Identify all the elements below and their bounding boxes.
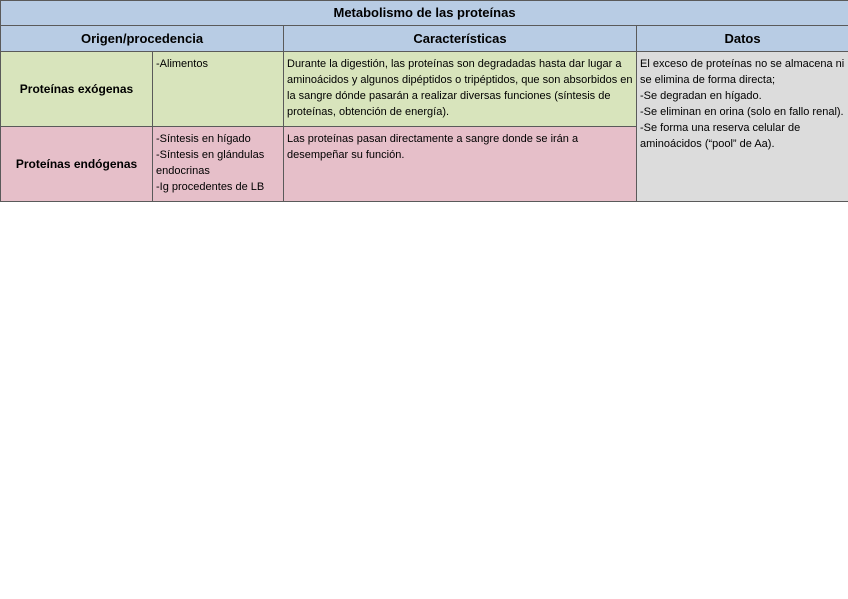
origin-line: -Síntesis en glándulas endocrinas <box>156 149 265 177</box>
row-label-exogenous: Proteínas exógenas <box>1 52 153 127</box>
origin-line: -Alimentos <box>156 58 208 70</box>
data-line: -Se degradan en hígado. <box>640 90 762 102</box>
header-characteristics: Características <box>284 26 637 52</box>
origin-cell-exogenous <box>153 52 284 127</box>
header-origin: Origen/procedencia <box>1 26 284 52</box>
characteristics-cell-exogenous: Durante la digestión, las proteínas son degradadas hasta dar lugar a aminoácidos y algunos dipéptidos o tripéptidos, que son absorbidos en la sangre dónde pasarán a realizar diversas funciones (síntesis de proteínas, obtención de energía). <box>284 52 637 127</box>
row-label-endogenous: Proteínas endógenas <box>1 127 153 202</box>
data-line: -Se eliminan en orina (solo en fallo renal). <box>640 106 844 118</box>
data-line: El exceso de proteínas no se almacena ni se elimina de forma directa; <box>640 58 845 86</box>
title-row <box>1 1 848 26</box>
header-data: Datos <box>637 26 848 52</box>
characteristics-cell-endogenous: Las proteínas pasan directamente a sangre donde se irán a desempeñar su función. <box>284 127 637 202</box>
origin-line: -Ig procedentes de LB <box>156 181 265 193</box>
table-row-exogenous <box>1 52 848 127</box>
header-row <box>1 26 848 52</box>
origin-cell-endogenous <box>153 127 284 202</box>
data-line: -Se forma una reserva celular de aminoácidos (“pool” de Aa). <box>640 122 801 150</box>
origin-line: -Síntesis en hígado <box>156 133 251 145</box>
data-cell <box>637 52 848 202</box>
table-title: Metabolismo de las proteínas <box>1 1 848 26</box>
metabolism-table <box>0 0 848 202</box>
